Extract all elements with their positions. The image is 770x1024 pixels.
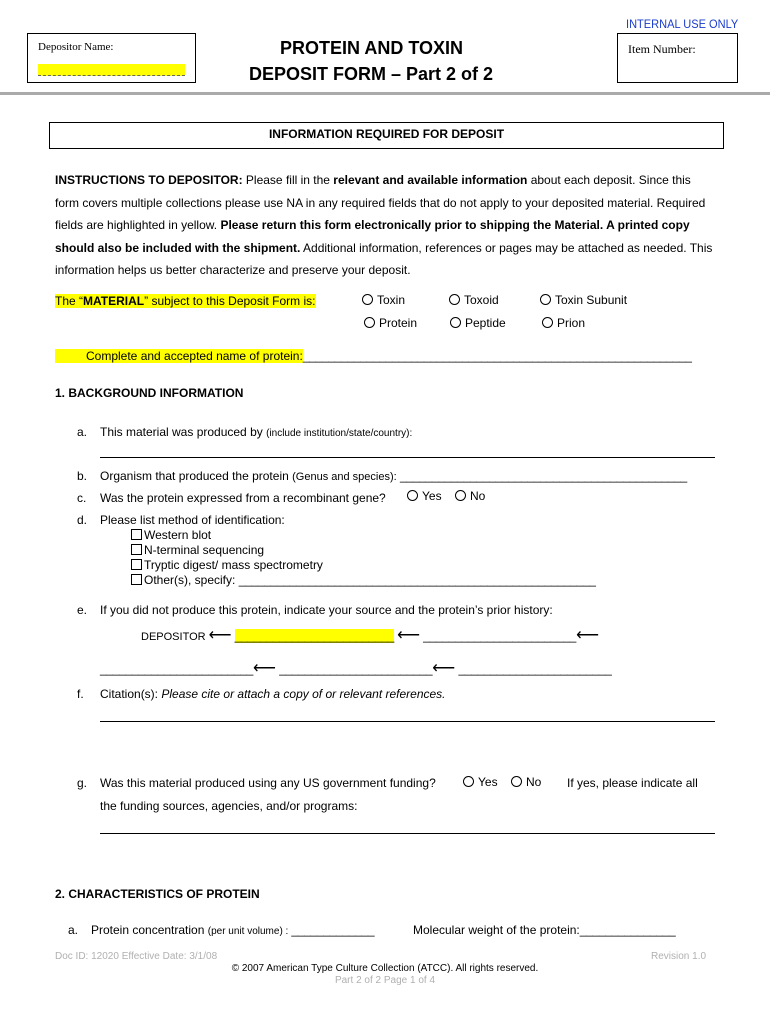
left-arrow-icon: ⟵ xyxy=(208,627,232,644)
history-field-4[interactable]: ________________________ xyxy=(279,662,433,676)
funding-tail-text: If yes, please indicate all xyxy=(567,776,698,790)
material-option-toxoid[interactable]: Toxoid xyxy=(449,293,499,307)
history-field-5[interactable]: ________________________ xyxy=(458,662,612,676)
left-arrow-icon: ⟵ xyxy=(432,660,456,677)
item-b-letter: b. xyxy=(77,469,88,483)
item-f-letter: f. xyxy=(77,687,84,701)
depositor-name-label: Depositor Name: xyxy=(38,41,114,53)
method-other-field[interactable]: ________________________________________________________ xyxy=(238,573,596,587)
header-divider xyxy=(0,92,770,95)
item-g-text: Was this material produced using any US government funding? xyxy=(100,776,436,790)
depositor-name-field[interactable] xyxy=(38,64,185,76)
item-d-text: Please list method of identification: xyxy=(100,513,285,527)
molecular-weight-field[interactable]: _______________ xyxy=(579,923,676,937)
section2-item-a-letter: a. xyxy=(68,923,79,937)
history-row-2 xyxy=(100,662,612,676)
instructions-bold-2: Please return this form electronically prior to shipping the Material. A printed copy should also be included with the shipment. xyxy=(55,218,690,255)
citation-field[interactable] xyxy=(100,710,715,722)
radio-icon[interactable] xyxy=(455,490,466,501)
section2-heading: 2. CHARACTERISTICS OF PROTEIN xyxy=(55,887,260,901)
history-field-3[interactable]: ________________________ xyxy=(100,662,253,676)
material-option-toxin[interactable]: Toxin xyxy=(362,293,405,307)
footer-revision: Revision 1.0 xyxy=(651,951,707,962)
item-b-text: Organism that produced the protein (Genus and species): _____________________________________________ xyxy=(100,469,687,483)
radio-icon[interactable] xyxy=(364,317,375,328)
recombinant-no[interactable]: No xyxy=(455,489,485,503)
checkbox-icon[interactable] xyxy=(131,574,142,585)
item-e-letter: e. xyxy=(77,603,88,617)
funding-no[interactable]: No xyxy=(511,775,541,789)
radio-icon[interactable] xyxy=(540,294,551,305)
info-required-title: INFORMATION REQUIRED FOR DEPOSIT xyxy=(268,127,505,141)
checkbox-icon[interactable] xyxy=(131,544,142,555)
radio-icon[interactable] xyxy=(463,776,474,787)
internal-use-label: INTERNAL USE ONLY xyxy=(626,17,739,31)
method-western-blot[interactable]: Western blot xyxy=(131,528,211,542)
radio-icon[interactable] xyxy=(511,776,522,787)
item-a-text: This material was produced by (include institution/state/country): xyxy=(100,425,413,439)
history-field-1[interactable]: _________________________ xyxy=(234,629,395,643)
material-option-toxin-subunit[interactable]: Toxin Subunit xyxy=(540,293,627,307)
footer-doc-id: Doc ID: 12020 Effective Date: 3/1/08 xyxy=(55,951,218,962)
footer-copyright: © 2007 American Type Culture Collection (ATCC). All rights reserved. xyxy=(231,963,539,974)
item-a-letter: a. xyxy=(77,425,88,439)
form-title-line2: DEPOSIT FORM – Part 2 of 2 xyxy=(249,64,494,84)
left-arrow-icon: ⟵ xyxy=(252,660,276,677)
instructions-text-1: Please fill in the xyxy=(242,173,334,187)
instructions-bold-1: relevant and available information xyxy=(333,173,528,187)
checkbox-icon[interactable] xyxy=(131,559,142,570)
item-number-label: Item Number: xyxy=(628,42,696,56)
item-e-text: If you did not produce this protein, indicate your source and the protein’s prior history: xyxy=(100,603,553,617)
method-other[interactable]: Other(s), specify: ________________________________________________________ xyxy=(131,573,596,587)
item-a-field[interactable] xyxy=(100,446,715,458)
section1-heading: 1. BACKGROUND INFORMATION xyxy=(55,386,244,400)
instructions-text-3: Additional information, references or pages may be attached as needed. This information helps us better characterize and preserve your deposit. xyxy=(55,240,713,277)
radio-icon[interactable] xyxy=(450,317,461,328)
form-title-line1: PROTEIN AND TOXIN xyxy=(280,38,464,58)
radio-icon[interactable] xyxy=(407,490,418,501)
protein-concentration-row: Protein concentration (per unit volume) : _____________ xyxy=(91,923,375,937)
left-arrow-icon: ⟵ xyxy=(576,627,599,644)
instructions-text-2: about each deposit. Since this form covers multiple collections please use NA in any required fields that do not apply to your deposited material. Required fields are highlighted in yellow. xyxy=(55,173,706,232)
material-option-prion[interactable]: Prion xyxy=(542,316,585,330)
item-c-letter: c. xyxy=(77,491,87,505)
recombinant-yes[interactable]: Yes xyxy=(407,489,442,503)
item-c-text: Was the protein expressed from a recombinant gene? xyxy=(100,491,386,505)
protein-name-label: Complete and accepted name of protein: xyxy=(55,349,303,363)
funding-text-2: the funding sources, agencies, and/or programs: xyxy=(100,799,358,813)
radio-icon[interactable] xyxy=(362,294,373,305)
item-g-letter: g. xyxy=(77,776,88,790)
material-option-peptide[interactable]: Peptide xyxy=(450,316,506,330)
left-arrow-icon: ⟵ xyxy=(397,627,421,644)
protein-concentration-field[interactable]: _____________ xyxy=(288,923,375,937)
instructions-lead: INSTRUCTIONS TO DEPOSITOR: xyxy=(55,173,243,187)
depositor-name-box xyxy=(27,33,196,83)
funding-yes[interactable]: Yes xyxy=(463,775,498,789)
item-number-box xyxy=(617,33,738,83)
radio-icon[interactable] xyxy=(542,317,553,328)
method-n-terminal[interactable]: N-terminal sequencing xyxy=(131,543,264,557)
material-label: The “MATERIAL” subject to this Deposit Form is: xyxy=(55,294,316,308)
organism-field[interactable]: _____________________________________________ xyxy=(400,469,687,483)
instructions-paragraph xyxy=(55,169,715,282)
funding-field[interactable] xyxy=(100,822,715,834)
protein-name-row xyxy=(55,349,692,363)
radio-icon[interactable] xyxy=(449,294,460,305)
history-field-2[interactable]: ________________________ xyxy=(423,629,577,643)
checkbox-icon[interactable] xyxy=(131,529,142,540)
info-required-box xyxy=(49,122,724,149)
method-tryptic-digest[interactable]: Tryptic digest/ mass spectrometry xyxy=(131,558,323,572)
history-depositor-label: DEPOSITOR xyxy=(141,631,206,643)
item-f-text: Citation(s): Please cite or attach a copy of or relevant references. xyxy=(100,687,446,701)
protein-name-field[interactable]: _____________________________________________________________ xyxy=(302,349,692,363)
history-row-1 xyxy=(141,629,599,643)
material-option-protein[interactable]: Protein xyxy=(364,316,417,330)
item-d-letter: d. xyxy=(77,513,88,527)
molecular-weight-row: Molecular weight of the protein:_______________ xyxy=(413,923,676,937)
footer-page-number: Part 2 of 2 Page 1 of 4 xyxy=(334,975,436,986)
